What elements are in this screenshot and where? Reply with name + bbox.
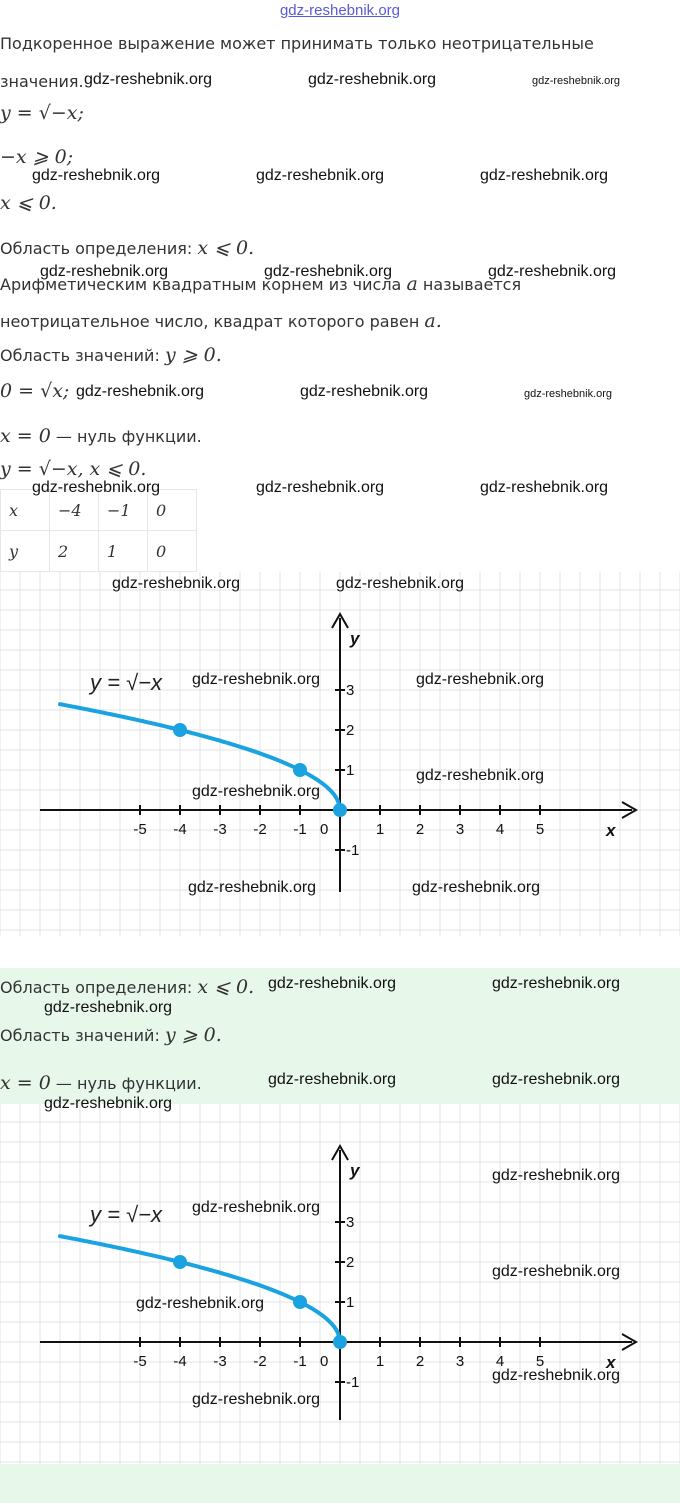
x-tick-label: 5: [535, 821, 545, 838]
watermark: gdz-reshebnik.org: [40, 263, 169, 280]
definition-var-a-2: a.: [424, 310, 442, 332]
answer-range-label: Область значений:: [0, 1026, 160, 1045]
watermark: gdz-reshebnik.org: [492, 975, 621, 992]
origin-label: 0: [320, 1353, 329, 1370]
answer-domain-math: x ⩽ 0.: [197, 976, 255, 998]
domain-line: [0, 237, 254, 259]
x-tick-label: -2: [253, 1353, 267, 1370]
data-point: [333, 1335, 347, 1349]
table-cell: y: [1, 531, 50, 572]
watermark: gdz-reshebnik.org: [32, 479, 161, 496]
x-tick-label: -4: [173, 821, 187, 838]
answer-range-math: y ⩾ 0.: [164, 1024, 222, 1046]
watermark: gdz-reshebnik.org: [416, 767, 545, 784]
watermark: gdz-reshebnik.org: [300, 383, 429, 400]
watermark: gdz-reshebnik.org: [192, 1199, 321, 1216]
x-tick-label: -5: [133, 821, 147, 838]
x-tick-label: 1: [375, 1353, 385, 1370]
range-label: Область значений:: [0, 346, 160, 365]
watermark: gdz-reshebnik.org: [76, 383, 205, 400]
table-cell: x: [1, 490, 50, 531]
x-tick-label: 4: [495, 821, 505, 838]
intro-line-2: значения.: [0, 72, 84, 91]
watermark: gdz-reshebnik.org: [336, 575, 465, 592]
data-point: [333, 803, 347, 817]
y-tick-label: -1: [346, 1374, 360, 1391]
watermark: gdz-reshebnik.org: [492, 1367, 621, 1384]
origin-label: 0: [320, 821, 329, 838]
definition-text-1: Арифметическим квадратным корнем из числа: [0, 275, 402, 294]
data-point: [293, 1295, 307, 1309]
y-tick-label: 2: [346, 722, 355, 739]
x-tick-label: 1: [375, 821, 385, 838]
zero-math: x = 0: [0, 425, 51, 447]
answer-zero-math: x = 0: [0, 1072, 51, 1094]
definition-var-a: a: [406, 273, 418, 295]
domain-math: x ⩽ 0.: [197, 237, 255, 259]
table-cell: −4: [50, 490, 99, 531]
y-axis-label: y: [350, 629, 360, 648]
answer-block-footer: [0, 1464, 680, 1503]
math-line-1: y = √−x;: [0, 102, 84, 124]
y-tick-label: 2: [346, 1254, 355, 1271]
function-graph-2: [0, 1104, 680, 1464]
data-point: [293, 763, 307, 777]
watermark: gdz-reshebnik.org: [192, 1391, 321, 1408]
math-line-4: 0 = √x;: [0, 380, 70, 402]
graph-formula: y = √−x: [90, 670, 162, 695]
x-tick-label: -1: [293, 821, 307, 838]
definition-line-2: [0, 310, 442, 332]
watermark: gdz-reshebnik.org: [532, 75, 621, 87]
domain-label: Область определения:: [0, 239, 193, 258]
answer-range-line: [0, 1024, 222, 1046]
watermark: gdz-reshebnik.org: [492, 1167, 621, 1184]
watermark: gdz-reshebnik.org: [268, 975, 397, 992]
intro-line-1: Подкоренное выражение может принимать только неотрицательные: [0, 34, 594, 53]
x-tick-label: -4: [173, 1353, 187, 1370]
range-math: y ⩾ 0.: [164, 344, 222, 366]
graph-formula: y = √−x: [90, 1202, 162, 1227]
watermark: gdz-reshebnik.org: [84, 71, 213, 88]
zero-line: [0, 425, 202, 447]
watermark: gdz-reshebnik.org: [192, 783, 321, 800]
range-line: [0, 344, 222, 366]
watermark: gdz-reshebnik.org: [492, 1071, 621, 1088]
watermark: gdz-reshebnik.org: [524, 388, 613, 400]
x-tick-label: 4: [495, 1353, 505, 1370]
y-tick-label: 3: [346, 1214, 355, 1231]
zero-label: — нуль функции.: [55, 427, 202, 446]
x-axis-label: x: [606, 821, 616, 840]
graph-svg: [0, 1104, 680, 1464]
y-tick-label: -1: [346, 842, 360, 859]
watermark: gdz-reshebnik.org: [44, 999, 173, 1016]
x-tick-label: 3: [455, 1353, 465, 1370]
watermark: gdz-reshebnik.org: [112, 575, 241, 592]
watermark: gdz-reshebnik.org: [136, 1295, 265, 1312]
watermark: gdz-reshebnik.org: [416, 671, 545, 688]
x-axis-label: x: [606, 1353, 616, 1372]
answer-zero-label: — нуль функции.: [55, 1074, 202, 1093]
answer-domain-label: Область определения:: [0, 978, 193, 997]
x-tick-label: -1: [293, 1353, 307, 1370]
function-graph-1: [0, 572, 680, 936]
y-axis-label: y: [350, 1161, 360, 1180]
definition-text-3: неотрицательное число, квадрат которого равен: [0, 312, 420, 331]
watermark: gdz-reshebnik.org: [256, 479, 385, 496]
watermark: gdz-reshebnik.org: [480, 479, 609, 496]
answer-zero-line: [0, 1072, 202, 1094]
watermark: gdz-reshebnik.org: [308, 71, 437, 88]
x-tick-label: -5: [133, 1353, 147, 1370]
definition-text-2: называется: [422, 275, 522, 294]
x-tick-label: -2: [253, 821, 267, 838]
math-line-3: x ⩽ 0.: [0, 192, 57, 214]
watermark: gdz-reshebnik.org: [32, 167, 161, 184]
watermark: gdz-reshebnik.org: [492, 1263, 621, 1280]
watermark: gdz-reshebnik.org: [192, 671, 321, 688]
x-tick-label: 2: [415, 821, 425, 838]
table-cell: 0: [148, 490, 197, 531]
x-tick-label: -3: [213, 1353, 227, 1370]
watermark: gdz-reshebnik.org: [412, 879, 541, 896]
data-point: [173, 723, 187, 737]
math-line-2: −x ⩾ 0;: [0, 146, 74, 168]
table-cell: −1: [99, 490, 148, 531]
table-row: [1, 531, 197, 572]
x-tick-label: 2: [415, 1353, 425, 1370]
y-tick-label: 1: [346, 762, 355, 779]
data-point: [173, 1255, 187, 1269]
watermark: gdz-reshebnik.org: [488, 263, 617, 280]
watermark: gdz-reshebnik.org: [268, 1071, 397, 1088]
watermark: gdz-reshebnik.org: [256, 167, 385, 184]
graph-svg: [0, 572, 680, 936]
table-cell: 0: [148, 531, 197, 572]
x-tick-label: 5: [535, 1353, 545, 1370]
x-tick-label: -3: [213, 821, 227, 838]
watermark: gdz-reshebnik.org: [480, 167, 609, 184]
watermark: gdz-reshebnik.org: [264, 263, 393, 280]
answer-domain-line: [0, 976, 254, 998]
site-header-link[interactable]: gdz-reshebnik.org: [279, 2, 401, 19]
math-line-5: y = √−x, x ⩽ 0.: [0, 458, 147, 480]
table-cell: 2: [50, 531, 99, 572]
y-tick-label: 1: [346, 1294, 355, 1311]
table-cell: 1: [99, 531, 148, 572]
y-tick-label: 3: [346, 682, 355, 699]
watermark: gdz-reshebnik.org: [44, 1095, 173, 1112]
x-tick-label: 3: [455, 821, 465, 838]
watermark: gdz-reshebnik.org: [188, 879, 317, 896]
values-table: [0, 489, 197, 572]
